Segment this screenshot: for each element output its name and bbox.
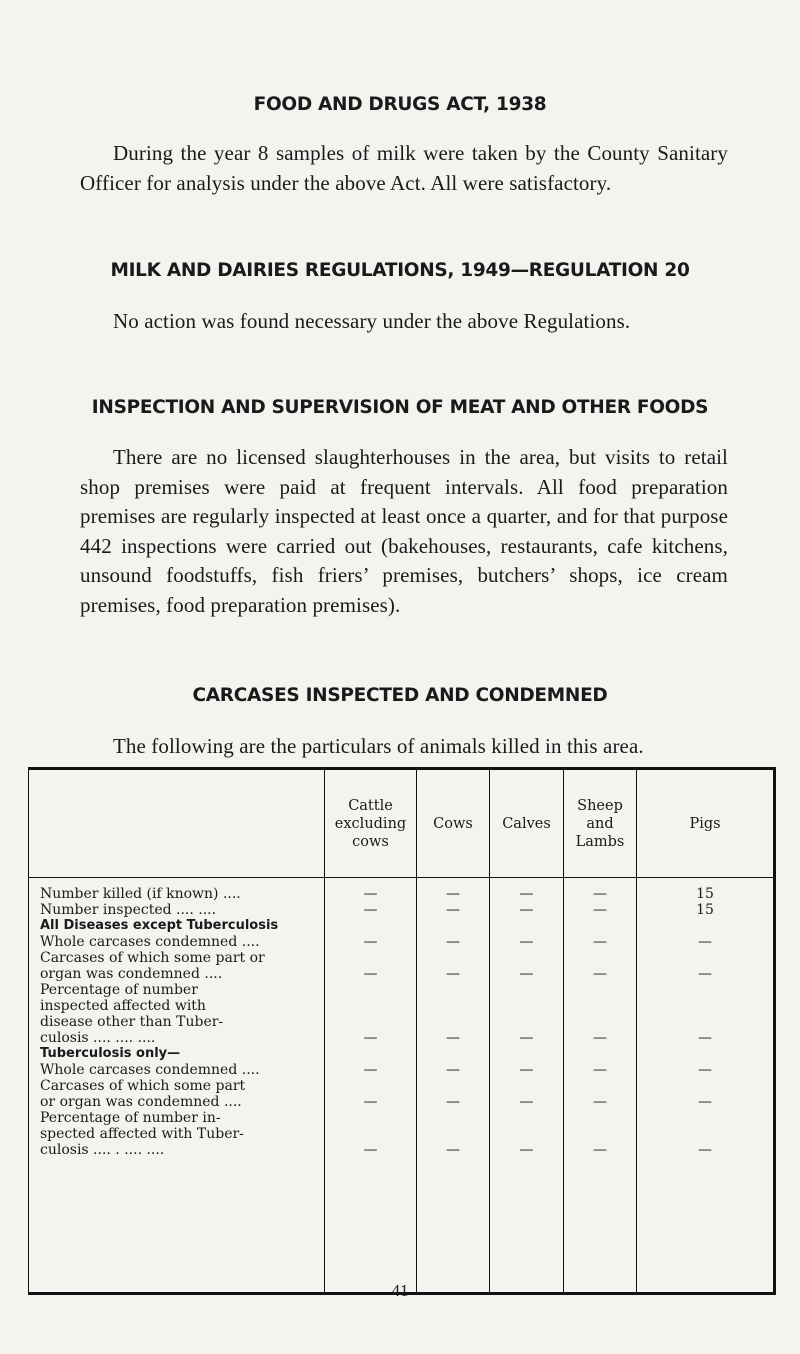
label-whole-carcases: Whole carcases condemned .... — [40, 934, 260, 950]
carcases-table — [28, 767, 776, 1295]
heading-food-drugs-act: FOOD AND DRUGS ACT, 1938 — [253, 94, 547, 115]
paragraph-milk-samples: During the year 8 samples of milk were taken by the County Sanitary Officer for analysis under the above Act. All were satisfactory. — [80, 141, 728, 195]
cell-calves-tb-part-condemned: — — [519, 1094, 534, 1110]
label-part-condemned-2: organ was condemned .... — [40, 966, 223, 982]
cell-cattle-tb-whole-carcases: — — [363, 1062, 378, 1078]
label-tuberculosis-heading: Tuberculosis only— — [40, 1046, 181, 1061]
paragraph-particulars: The following are the particulars of animals killed in this area. — [113, 734, 644, 758]
cell-cattle-tb-part-condemned: — — [363, 1094, 378, 1110]
column-cows — [417, 878, 490, 1294]
header-cattle-line-3: cows — [352, 833, 389, 850]
row-labels-cell — [29, 878, 325, 1294]
cell-cattle-percentage-other: — — [363, 1030, 378, 1046]
paragraph-no-action: No action was found necessary under the above Regulations. — [113, 309, 631, 333]
label-percentage-4: culosis .... .... .... — [40, 1030, 156, 1046]
cell-sheep-tb-whole-carcases: — — [593, 1062, 607, 1078]
header-pigs: Pigs — [637, 769, 775, 878]
cell-pigs-whole-carcases: — — [698, 934, 712, 950]
cell-calves-tb-percentage: — — [519, 1142, 534, 1158]
cell-cows-tb-percentage: — — [446, 1142, 460, 1158]
label-all-diseases-heading: All Diseases except Tuberculosis — [40, 918, 279, 933]
label-tb-percentage-1: Percentage of number in- — [40, 1110, 221, 1126]
cell-cattle-number-killed: — — [363, 886, 378, 902]
row-labels — [29, 878, 324, 1158]
cell-pigs-percentage-other: — — [698, 1030, 712, 1046]
header-calves: Calves — [490, 769, 564, 878]
heading-inspection-supervision: INSPECTION AND SUPERVISION OF MEAT AND OTHER FOODS — [91, 397, 709, 418]
cell-cattle-number-inspected: — — [363, 902, 378, 918]
cell-sheep-tb-percentage: — — [593, 1142, 607, 1158]
cell-calves-part-condemned: — — [519, 966, 534, 982]
cell-sheep-percentage-other: — — [593, 1030, 607, 1046]
label-part-condemned-1: Carcases of which some part or — [40, 950, 265, 966]
cell-pigs-part-condemned: — — [698, 966, 712, 982]
header-sheep-line-1: Sheep — [577, 797, 623, 814]
column-pigs — [637, 878, 775, 1294]
cell-calves-whole-carcases: — — [519, 934, 534, 950]
cell-pigs-tb-percentage: — — [698, 1142, 712, 1158]
column-sheep — [564, 878, 637, 1294]
cell-calves-number-killed: — — [519, 886, 534, 902]
cell-sheep-number-inspected: — — [593, 902, 607, 918]
cell-cows-part-condemned: — — [446, 966, 460, 982]
label-number-killed: Number killed (if known) .... — [40, 886, 241, 902]
header-sheep — [564, 769, 637, 878]
column-cattle — [325, 878, 417, 1294]
label-percentage-2: inspected affected with — [40, 998, 206, 1014]
cell-cattle-whole-carcases: — — [363, 934, 378, 950]
cell-cows-number-killed: — — [446, 886, 460, 902]
label-tb-part-2: or organ was condemned .... — [40, 1094, 242, 1110]
cell-pigs-number-killed: 15 — [696, 886, 714, 902]
cell-sheep-tb-part-condemned: — — [593, 1094, 607, 1110]
label-number-inspected: Number inspected .... .... — [40, 902, 217, 918]
cell-cattle-tb-percentage: — — [363, 1142, 378, 1158]
label-tb-part-1: Carcases of which some part — [40, 1078, 246, 1094]
cell-cows-number-inspected: — — [446, 902, 460, 918]
cell-calves-percentage-other: — — [519, 1030, 534, 1046]
page-number: 41 — [391, 1281, 409, 1300]
label-percentage-1: Percentage of number — [40, 982, 198, 998]
table-body-row — [29, 878, 775, 1294]
header-cattle — [325, 769, 417, 878]
paragraph-slaughterhouses: There are no licensed slaughterhouses in the area, but visits to retail shop premises were paid at frequent intervals. All food preparation premises are regularly inspected at least once a quarter, and for that purpose 442 inspections were carried out (bakehouses, restaurants, cafe kitchens, unsound foodstuffs, fish friers’ premises, butchers’ shops, ice cream premises, food preparation premises). — [80, 445, 728, 617]
header-sheep-line-3: Lambs — [575, 833, 625, 850]
column-calves — [490, 878, 564, 1294]
cell-cows-percentage-other: — — [446, 1030, 460, 1046]
header-cattle-line-2: excluding — [334, 815, 407, 832]
heading-carcases-inspected: CARCASES INSPECTED AND CONDEMNED — [192, 685, 608, 706]
cell-cattle-part-condemned: — — [363, 966, 378, 982]
cell-cows-tb-part-condemned: — — [446, 1094, 460, 1110]
cell-cows-tb-whole-carcases: — — [446, 1062, 460, 1078]
header-sheep-line-2: and — [586, 815, 614, 832]
cell-calves-tb-whole-carcases: — — [519, 1062, 534, 1078]
cell-pigs-tb-part-condemned: — — [698, 1094, 712, 1110]
carcases-table-wrapper — [28, 767, 774, 1295]
label-tb-percentage-3: culosis .... . .... .... — [40, 1142, 165, 1158]
heading-milk-dairies-regulations: MILK AND DAIRIES REGULATIONS, 1949—REGULATION 20 — [110, 260, 690, 281]
cell-cows-whole-carcases: — — [446, 934, 460, 950]
header-cows: Cows — [417, 769, 490, 878]
cell-calves-number-inspected: — — [519, 902, 534, 918]
cell-pigs-number-inspected: 15 — [696, 902, 714, 918]
label-tb-whole-carcases: Whole carcases condemned .... — [40, 1062, 260, 1078]
label-percentage-3: disease other than Tuber- — [40, 1014, 224, 1030]
cell-sheep-whole-carcases: — — [593, 934, 607, 950]
cell-sheep-part-condemned: — — [593, 966, 607, 982]
label-tb-percentage-2: spected affected with Tuber- — [40, 1126, 244, 1142]
table-header-row — [29, 769, 775, 878]
header-cattle-line-1: Cattle — [348, 797, 393, 814]
cell-pigs-tb-whole-carcases: — — [698, 1062, 712, 1078]
cell-sheep-number-killed: — — [593, 886, 607, 902]
header-label-blank — [29, 769, 325, 878]
